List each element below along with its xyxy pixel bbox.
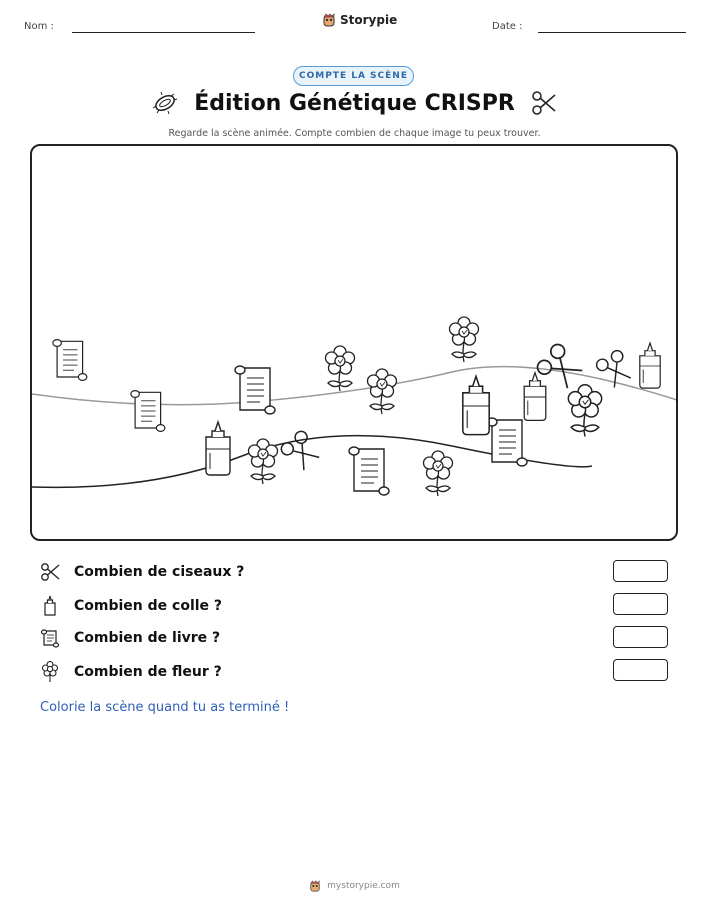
mascot-icon [309, 880, 321, 892]
scissors-item [595, 349, 635, 390]
scroll-item [487, 418, 527, 466]
glue-icon [40, 595, 60, 617]
bacteria-icon [152, 91, 178, 115]
title-row [0, 90, 709, 116]
date-line[interactable] [538, 32, 686, 33]
scissors-item [279, 429, 323, 474]
question-row [40, 661, 222, 683]
mascot-icon [322, 13, 336, 27]
footer-url[interactable]: mystorypie.com [327, 881, 400, 891]
glue-item [524, 373, 546, 421]
flower-item [424, 451, 453, 496]
answer-box-book[interactable] [613, 626, 668, 648]
answer-box-flower[interactable] [613, 659, 668, 681]
counting-scene [30, 144, 678, 541]
answer-box-glue[interactable] [613, 593, 668, 615]
date-label: Date : [492, 21, 523, 32]
question-row [40, 628, 220, 648]
question-glue: Combien de colle ? [74, 598, 223, 614]
question-row [40, 562, 244, 582]
glue-item [640, 343, 660, 388]
scroll-icon [40, 628, 60, 648]
scroll-item [349, 447, 389, 495]
question-book: Combien de livre ? [74, 630, 221, 646]
coloring-instruction: Colorie la scène quand tu as terminé ! [40, 700, 290, 715]
page-subtitle: Regarde la scène animée. Compte combien de chaque image tu peux trouver. [168, 128, 541, 139]
flower-item [568, 385, 601, 437]
scroll-item [53, 340, 87, 381]
footer [0, 880, 709, 892]
glue-item [463, 376, 489, 434]
scissors-icon [40, 562, 60, 582]
scissors-item [535, 342, 586, 393]
flower-icon [40, 661, 60, 683]
answer-box-scissors[interactable] [613, 560, 668, 582]
flower-item [249, 439, 278, 484]
scene-illustration [32, 146, 678, 541]
question-flower: Combien de fleur ? [74, 664, 222, 680]
storypie-logo [322, 13, 397, 27]
scroll-item [235, 366, 275, 414]
name-line[interactable] [72, 32, 255, 33]
flower-item [450, 317, 479, 362]
question-row [40, 595, 222, 617]
glue-item [206, 422, 230, 475]
name-label: Nom : [24, 21, 54, 32]
scissors-icon [531, 90, 557, 116]
question-scissors: Combien de ciseaux ? [74, 564, 245, 580]
brand-name: Storypie [340, 13, 398, 27]
flower-item [326, 346, 355, 391]
scroll-item [131, 391, 165, 432]
flower-item [368, 369, 397, 414]
activity-badge: COMPTE LA SCÈNE [293, 66, 414, 86]
page-title: Édition Génétique CRISPR [194, 90, 515, 116]
